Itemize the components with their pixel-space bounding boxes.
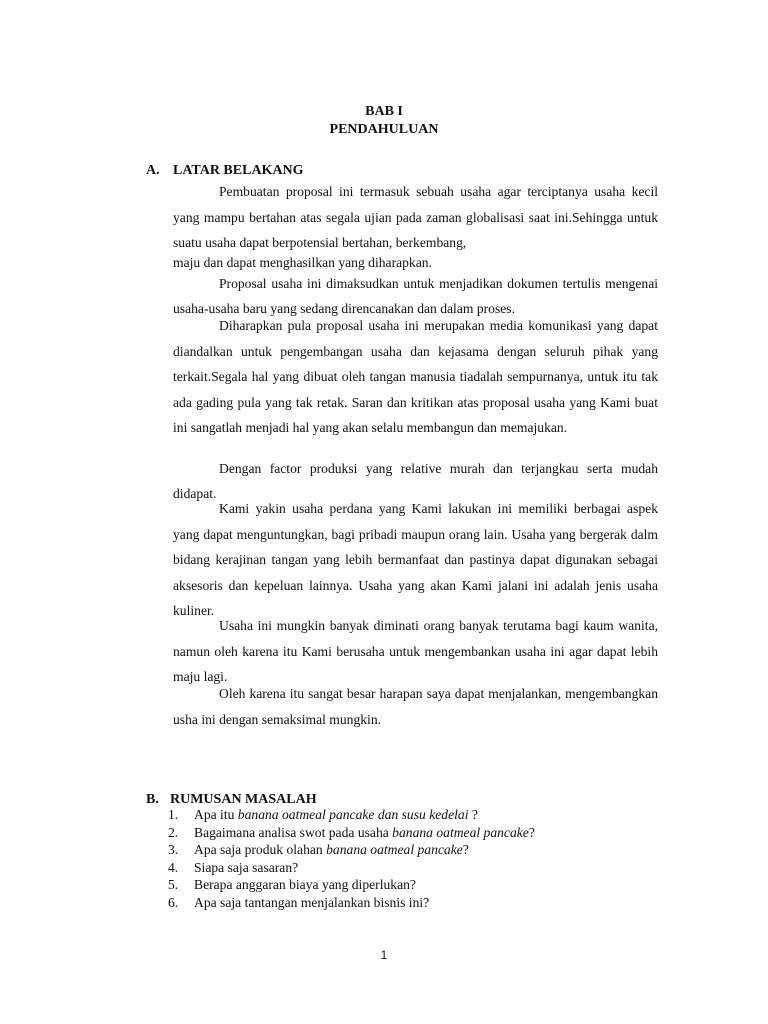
section-a-title: LATAR BELAKANG <box>173 163 304 178</box>
list-item: 4. Siapa saja sasaran? <box>168 859 299 875</box>
section-a-heading <box>146 163 304 179</box>
paragraph-4: Dengan factor produksi yang relative murah dan terjangkau serta mudah didapat. <box>173 461 658 501</box>
paragraph-1-last-line: maju dan dapat menghasilkan yang diharapkan. <box>173 255 432 270</box>
page-number: 1 <box>380 948 388 962</box>
list-item: 6. Apa saja tantangan menjalankan bisnis ini? <box>168 894 430 910</box>
section-a-marker: A. <box>146 163 160 178</box>
list-item: 2. Bagaimana analisa swot pada usaha banana oatmeal pancake? <box>168 824 535 840</box>
chapter-label: BAB I <box>365 104 403 119</box>
section-b-marker: B. <box>146 792 159 807</box>
list-item: 3. Apa saja produk olahan banana oatmeal pancake? <box>168 842 469 857</box>
chapter-title: PENDAHULUAN <box>329 122 439 137</box>
paragraph-5: Kami yakin usaha perdana yang Kami lakukan ini memiliki berbagai aspek yang dapat menguntungkan, bagi pribadi maupun orang lain. Usaha yang bergerak dalm bidang kerajinan tangan yang lebih bermanfaat dan pastinya dapat digunakan sebagai aksesoris dan kepeluan lainnya. Usaha yang akan Kami jalani ini adalah jenis usaha kuliner. <box>173 501 658 618</box>
list-item: 5. Berapa anggaran biaya yang diperlukan? <box>168 877 416 892</box>
paragraph-1: Pembuatan proposal ini termasuk sebuah usaha agar terciptanya usaha kecil yang mampu bertahan atas segala ujian pada zaman globalisasi saat ini.Sehingga untuk suatu usaha dapat berpotensial bertahan, berkembang, <box>173 184 658 250</box>
list-item: 1. Apa itu banana oatmeal pancake dan susu kedelai ? <box>168 807 478 822</box>
paragraph-6: Usaha ini mungkin banyak diminati orang banyak terutama bagi kaum wanita, namun oleh karena itu Kami berusaha untuk mengembankan usaha ini agar dapat lebih maju lagi. <box>173 618 658 684</box>
paragraph-3: Diharapkan pula proposal usaha ini merupakan media komunikasi yang dapat diandalkan untuk pengembangan usaha dan kejasama dengan seluruh pihak yang terkait.Segala hal yang dibuat oleh tangan manusia tiadalah sempurnanya, untuk itu tak ada gading pula yang tak retak. Saran dan kritikan atas proposal usaha yang Kami buat ini sangatlah menjadi hal yang akan selalu membangun dan memajukan. <box>173 318 658 436</box>
problem-list <box>168 806 648 911</box>
paragraph-2: Proposal usaha ini dimaksudkan untuk menjadikan dokumen tertulis mengenai usaha-usaha baru yang sedang direncanakan dan dalam proses. <box>173 276 658 316</box>
paragraph-7: Oleh karena itu sangat besar harapan saya dapat menjalankan, mengembangkan usha ini dengan semaksimal mungkin. <box>173 686 658 727</box>
section-b-title: RUMUSAN MASALAH <box>170 792 317 807</box>
